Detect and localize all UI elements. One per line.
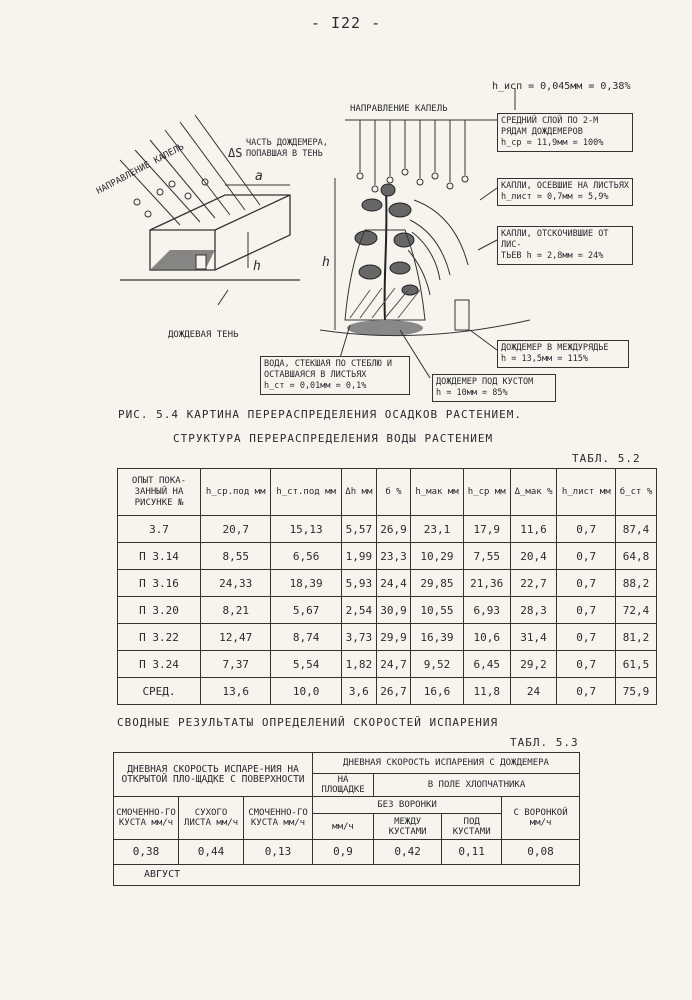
table-cell: 21,36 [463, 570, 510, 597]
table-cell: 12,47 [201, 624, 271, 651]
table-cell: 9,52 [411, 651, 464, 678]
table-cell: 10,29 [411, 543, 464, 570]
table-cell: 31,4 [510, 624, 557, 651]
table-cell: 0,7 [557, 678, 616, 705]
table-cell: 6,45 [463, 651, 510, 678]
table-cell: 29,85 [411, 570, 464, 597]
table-cell: 24,33 [201, 570, 271, 597]
stem-water-line2: ОСТАВШАЯСЯ В ЛИСТЬЯХ [264, 370, 367, 380]
table-cell: 81,2 [616, 624, 657, 651]
middle-layer-line2: РЯДАМ ДОЖДЕМЕРОВ [501, 127, 583, 137]
table-header-cell: ОПЫТ ПОКА-ЗАННЫЙ НА РИСУНКЕ № [118, 469, 201, 516]
table-cell: 0,7 [557, 651, 616, 678]
table-cell: 2,54 [341, 597, 376, 624]
leaf-drops-line1: КАПЛИ, ОСЕВШИЕ НА ЛИСТЬЯХ [501, 181, 629, 191]
plant-h-label: h [322, 255, 330, 270]
table-cell: 0,7 [557, 624, 616, 651]
wet-bush-header: СМОЧЕННО-ГО КУСТА мм/ч [114, 797, 179, 840]
table-cell: 0,7 [557, 597, 616, 624]
splash-line1: КАПЛИ, ОТСКОЧИВШИЕ ОТ ЛИС- [501, 229, 609, 250]
table-cell: 16,39 [411, 624, 464, 651]
under-bushes-header: ПОД КУСТАМИ [442, 814, 502, 840]
table-header-cell: Δh мм [341, 469, 376, 516]
table1-label: ТАБЛ. 5.2 [572, 452, 641, 465]
rain-direction-left: НАПРАВЛЕНИЕ КАПЕЛЬ [95, 142, 186, 197]
table-cell: 24,7 [376, 651, 410, 678]
middle-layer-line1: СРЕДНИЙ СЛОЙ ПО 2-М [501, 116, 599, 126]
table-cell: 0,11 [442, 840, 502, 865]
table-cell: 0,7 [557, 543, 616, 570]
interrow-gauge [455, 300, 469, 330]
left-rain-gauge [196, 255, 206, 269]
table-cell: 3,73 [341, 624, 376, 651]
table-header-cell: б_ст % [616, 469, 657, 516]
table-cell: 1,82 [341, 651, 376, 678]
ground-mound [347, 320, 423, 336]
table-cell: 13,6 [201, 678, 271, 705]
table-cell: 61,5 [616, 651, 657, 678]
table-cell: 75,9 [616, 678, 657, 705]
table-row [118, 570, 657, 597]
figure-caption: РИС. 5.4 КАРТИНА ПЕРЕРАСПРЕДЕЛЕНИЯ ОСАДКОВ РАСТЕНИЕМ. [118, 408, 522, 421]
table-cell: 0,08 [502, 840, 580, 865]
table-header-cell: h_ср.под мм [201, 469, 271, 516]
table-cell: 17,9 [463, 516, 510, 543]
delta-s-note-1: ЧАСТЬ ДОЖДЕМЕРА, [246, 138, 328, 148]
table-cell: 0,7 [557, 516, 616, 543]
table-cell: 26,7 [376, 678, 410, 705]
table-cell: 18,39 [271, 570, 341, 597]
table-header-row [114, 753, 580, 774]
evaporation-formula: h_исп = 0,045мм = 0,38% [492, 81, 631, 92]
table-cell: СРЕД. [118, 678, 201, 705]
table-cell: 5,93 [341, 570, 376, 597]
under-bush-line2: h = 10мм = 85% [436, 388, 508, 398]
table-cell: 24 [510, 678, 557, 705]
table-cell: 8,21 [201, 597, 271, 624]
table-cell: 24,4 [376, 570, 410, 597]
middle-layer-box [497, 113, 633, 152]
dry-leaf-header: СУХОГО ЛИСТА мм/ч [179, 797, 244, 840]
table-cell: 88,2 [616, 570, 657, 597]
under-bush-line1: ДОЖДЕМЕР ПОД КУСТОМ [436, 377, 534, 387]
table-header-cell: h_мак мм [411, 469, 464, 516]
open-site-group-header: ДНЕВНАЯ СКОРОСТЬ ИСПАРЕ-НИЯ НА ОТКРЫТОЙ ПЛО-ЩАДКЕ С ПОВЕРХНОСТИ [114, 753, 313, 797]
table-cell: 0,38 [114, 840, 179, 865]
under-bush-box [432, 374, 556, 402]
right-drops [357, 169, 468, 192]
leaf-drops-line2: h_лист = 0,7мм = 5,9% [501, 192, 609, 202]
table-cell: 5,57 [341, 516, 376, 543]
table-cell: П 3.24 [118, 651, 201, 678]
table-cell: 29,2 [510, 651, 557, 678]
table-row [114, 840, 580, 865]
interrow-box [497, 340, 629, 368]
table2-label: ТАБЛ. 5.3 [510, 736, 579, 749]
table-row [118, 624, 657, 651]
table-cell: 15,13 [271, 516, 341, 543]
table-cell: 0,42 [374, 840, 442, 865]
table-cell: 16,6 [411, 678, 464, 705]
gauge-group-header: ДНЕВНАЯ СКОРОСТЬ ИСПАРЕНИЯ С ДОЖДЕМЕРА [313, 753, 580, 774]
wet-leaf-header: СМОЧЕННО-ГО КУСТА мм/ч [244, 797, 313, 840]
cotton-field-header: В ПОЛЕ ХЛОПЧАТНИКА [374, 774, 580, 797]
a-label: a [255, 169, 263, 184]
table-cell: П 3.20 [118, 597, 201, 624]
table-cell: 87,4 [616, 516, 657, 543]
stem-water-line3: h_ст = 0,01мм = 0,1% [264, 381, 367, 391]
table-header-cell: h_ср мм [463, 469, 510, 516]
middle-layer-line3: h_ср = 11,9мм = 100% [501, 138, 604, 148]
splash-box [497, 226, 633, 265]
table-row [118, 651, 657, 678]
table-cell: 23,1 [411, 516, 464, 543]
table-cell: 7,37 [201, 651, 271, 678]
table-cell: 11,6 [510, 516, 557, 543]
table-cell: 30,9 [376, 597, 410, 624]
table-cell: 3,6 [341, 678, 376, 705]
left-drops [134, 179, 208, 217]
table-header-row [114, 797, 580, 814]
table-cell: 8,55 [201, 543, 271, 570]
table-cell: 11,8 [463, 678, 510, 705]
table-cell: 1,99 [341, 543, 376, 570]
table-header-cell: h_лист мм [557, 469, 616, 516]
on-site-header: НА ПЛОЩАДКЕ [313, 774, 374, 797]
table-row [118, 678, 657, 705]
table-cell: 8,74 [271, 624, 341, 651]
table2-title: СВОДНЫЕ РЕЗУЛЬТАТЫ ОПРЕДЕЛЕНИЙ СКОРОСТЕЙ ИСПАРЕНИЯ [117, 716, 499, 729]
interrow-line1: ДОЖДЕМЕР В МЕЖДУРЯДЬЕ [501, 343, 609, 353]
table-row [114, 865, 580, 886]
table-cell: 26,9 [376, 516, 410, 543]
table-cell: 20,7 [201, 516, 271, 543]
table-cell: 20,4 [510, 543, 557, 570]
with-funnel-header: С ВОРОНКОЙ мм/ч [502, 797, 580, 840]
table-cell: 0,9 [313, 840, 374, 865]
between-bushes-header: МЕЖДУ КУСТАМИ [374, 814, 442, 840]
table-cell: 29,9 [376, 624, 410, 651]
table-cell: 64,8 [616, 543, 657, 570]
table-cell: 23,3 [376, 543, 410, 570]
stem-water-line1: ВОДА, СТЕКШАЯ ПО СТЕБЛЮ И [264, 359, 392, 369]
table-cell: 0,7 [557, 570, 616, 597]
stem-water-box [260, 356, 410, 395]
interrow-line2: h = 13,5мм = 115% [501, 354, 588, 364]
table-cell: 0,13 [244, 840, 313, 865]
rain-shadow-label: ДОЖДЕВАЯ ТЕНЬ [168, 330, 239, 340]
mm-per-hour-header: мм/ч [313, 814, 374, 840]
month-footer: АВГУСТ [114, 865, 580, 886]
page-number: - I22 - [310, 14, 382, 32]
table-cell: 6,56 [271, 543, 341, 570]
table-cell: 72,4 [616, 597, 657, 624]
splash-line2: ТЬЕВ h = 2,8мм = 24% [501, 251, 604, 261]
right-rain-lines [345, 120, 480, 185]
shadow-box [120, 195, 300, 280]
table-row [118, 516, 657, 543]
table-row [118, 543, 657, 570]
table-cell: 5,54 [271, 651, 341, 678]
table-cell: П 3.16 [118, 570, 201, 597]
table-header-row [118, 469, 657, 516]
table-header-cell: Δ_мак % [510, 469, 557, 516]
table-cell: 28,3 [510, 597, 557, 624]
table-cell: 7,55 [463, 543, 510, 570]
no-funnel-header: БЕЗ ВОРОНКИ [313, 797, 502, 814]
splash-lines [408, 200, 468, 295]
leaf-drops-box [497, 178, 633, 206]
table-row [118, 597, 657, 624]
h-label: h [253, 259, 261, 274]
table-cell: 10,55 [411, 597, 464, 624]
delta-s-label: ΔS [228, 146, 243, 160]
redistribution-table [117, 468, 657, 705]
table-cell: 0,44 [179, 840, 244, 865]
table-cell: 10,6 [463, 624, 510, 651]
rain-direction-right: НАПРАВЛЕНИЕ КАПЕЛЬ [350, 104, 448, 114]
table-cell: 6,93 [463, 597, 510, 624]
table-cell: П 3.14 [118, 543, 201, 570]
evaporation-table [113, 752, 580, 886]
table-cell: П 3.22 [118, 624, 201, 651]
table-cell: 10,0 [271, 678, 341, 705]
delta-s-note-2: ПОПАВШАЯ В ТЕНЬ [246, 149, 323, 159]
table-cell: 3.7 [118, 516, 201, 543]
table1-title: СТРУКТУРА ПЕРЕРАСПРЕДЕЛЕНИЯ ВОДЫ РАСТЕНИЕМ [173, 432, 494, 445]
table-cell: 5,67 [271, 597, 341, 624]
table-header-cell: h_ст.под мм [271, 469, 341, 516]
table-header-cell: б % [376, 469, 410, 516]
table-cell: 22,7 [510, 570, 557, 597]
